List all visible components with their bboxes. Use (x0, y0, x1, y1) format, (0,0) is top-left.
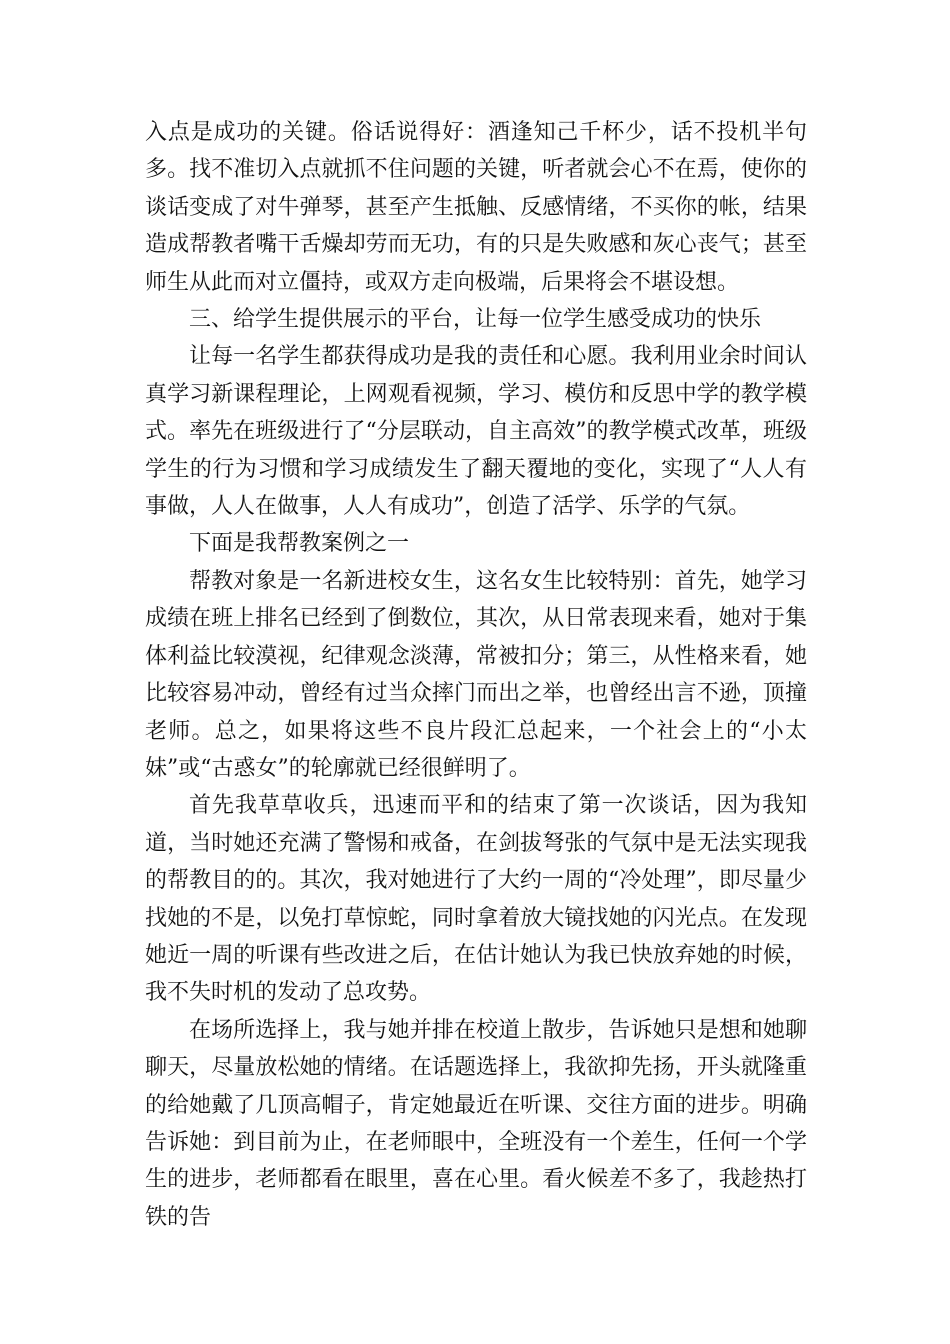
paragraph: 帮教对象是一名新进校女生，这名女生比较特别：首先，她学习成绩在班上排名已经到了倒数位，其次，从日常表现来看，她对于集体利益比较漠视，纪律观念淡薄，常被扣分；第三，从性格来看，她比较容易冲动，曾经有过当众摔门而出之举，也曾经出言不逊，顶撞老师。总之，如果将这些不良片段汇总起来，一个社会上的“小太妹”或“古惑女”的轮廓就已经很鲜明了。 (145, 568, 807, 781)
document-body (145, 114, 807, 1236)
paragraph: 让每一名学生都获得成功是我的责任和心愿。我利用业余时间认真学习新课程理论，上网观看视频，学习、模仿和反思中学的教学模式。率先在班级进行了“分层联动，自主高效”的教学模式改革，班级学生的行为习惯和学习成绩发生了翻天覆地的变化，实现了“人人有事做，人人在做事，人人有成功”，创造了活学、乐学的气氛。 (145, 344, 807, 520)
paragraph: 在场所选择上，我与她并排在校道上散步，告诉她只是想和她聊聊天，尽量放松她的情绪。在话题选择上，我欲抑先扬，开头就隆重的给她戴了几顶高帽子，肯定她最近在听课、交往方面的进步。明确告诉她：到目前为止，在老师眼中，全班没有一个差生，任何一个学生的进步，老师都看在眼里，喜在心里。看火候差不多了，我趁热打铁的告 (145, 1017, 807, 1230)
paragraph-continuation: 入点是成功的关键。俗话说得好：酒逢知己千杯少，话不投机半句多。找不准切入点就抓不住问题的关键，听者就会心不在焉，使你的谈话变成了对牛弹琴，甚至产生抵触、反感情绪，不买你的帐，结果造成帮教者嘴干舌燥却劳而无功，有的只是失败感和灰心丧气；甚至师生从此而对立僵持，或双方走向极端，后果将会不堪设想。 (145, 120, 807, 295)
paragraph: 首先我草草收兵，迅速而平和的结束了第一次谈话，因为我知道，当时她还充满了警惕和戒备，在剑拔弩张的气氛中是无法实现我的帮教目的的。其次，我对她进行了大约一周的“冷处理”，即尽量少找她的不是，以免打草惊蛇，同时拿着放大镜找她的闪光点。在发现她近一周的听课有些改进之后，在估计她认为我已快放弃她的时候，我不失时机的发动了总攻势。 (145, 793, 807, 1006)
paragraph-case-intro: 下面是我帮教案例之一 (189, 531, 410, 557)
section-heading: 三、给学生提供展示的平台，让每一位学生感受成功的快乐 (189, 307, 762, 333)
